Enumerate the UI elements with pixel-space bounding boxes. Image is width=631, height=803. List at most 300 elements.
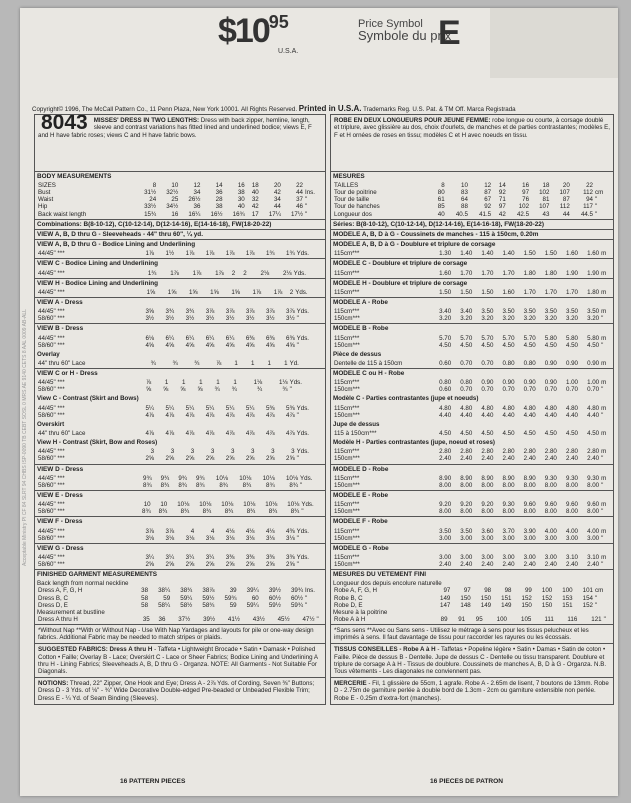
body-measurements-table [37,182,323,217]
cell-value: 2⅝ [286,560,295,568]
row-unit: " [595,196,598,204]
cell-value: 38¼ [158,587,171,595]
cell-value: 3.40 [439,308,452,316]
row-unit: " [601,386,604,394]
cell-value: 4⅞ [245,430,255,438]
price-main: $10 [218,12,269,50]
cell-value: 2.40 [439,560,452,568]
row-unit: Yds. [296,448,310,456]
row-unit: Yds. [296,334,310,342]
yardage-section-title: MODELE E - Robe [331,490,613,500]
cell-value: 30 [237,196,245,204]
cell-value: 15¾ [144,210,157,218]
row-label: 115cm*** [334,448,360,456]
yardage-section-title: VIEW A, B, D thru G - Bodice Lining and Underlining [35,239,325,249]
row-unit: Ins. [305,189,315,197]
finished-title-en: FINISHED GARMENT MEASUREMENTS [35,569,325,579]
cell-value: 1.70 [544,288,557,296]
cell-value: 2 [289,288,294,296]
cell-value: 4 [210,527,215,535]
cell-value: 14 [215,182,223,190]
cell-value: 4⅞ [225,430,235,438]
cell-value: 40 [437,210,445,218]
cell-value: 33½ [144,203,157,211]
table-row [37,595,323,602]
cell-value: 0.60 [439,359,452,367]
cell-value: 10⅛ [199,501,212,509]
cell-value: 4⅝ [185,341,195,349]
yardage-section-title: VIEW D - Dress [35,464,325,474]
cell-value: 42 [251,203,259,211]
cell-value: 1.70 [460,269,473,277]
cell-value: 2⅝ [225,455,235,463]
row-label: Robe D, E [334,601,363,609]
cell-value: 1.60 [565,250,578,258]
cell-value: 1⅞ [205,250,215,258]
cell-value: 0.70 [502,386,515,394]
cell-value: 4.50 [565,430,578,438]
cell-value: 4.50 [439,341,452,349]
cell-value: 20 [562,182,570,190]
row-unit: m [601,553,607,561]
row-label: 115cm*** [334,334,360,342]
row-unit: " [601,508,604,516]
price-symbol-fr: Symbole du prix [358,28,452,43]
table-row [37,189,323,196]
cell-value: 1 [181,379,186,387]
pattern-title-fr: ROBE EN DEUX LONGUEURS POUR JEUNE FEMME: [334,117,491,124]
cell-value: 3 [150,448,155,456]
table-row [37,405,323,412]
cell-value: 6¼ [205,334,215,342]
cell-value: 31½ [144,189,157,197]
table-row [333,595,611,602]
cell-value: 8¾ [246,508,256,516]
cell-value: 98 [504,587,512,595]
cell-value: 4.80 [439,404,452,412]
cell-value: 4.00 [544,527,557,535]
cell-value: 4.80 [481,404,494,412]
cell-value: 6⅜ [245,334,255,342]
cell-value: 94 [586,196,593,204]
cell-value: 8.00 [523,481,536,489]
cell-value: 3½ [225,315,235,323]
cell-value: 44 [296,189,303,197]
row-label: 44/45" *** [38,448,65,456]
yardage-table [333,250,611,257]
cell-value: 39¼ [246,587,259,595]
table-row [333,250,611,257]
cell-value: 4.50 [460,430,473,438]
cell-value: 8.00 [565,508,578,516]
cell-value: 1.90 [587,269,600,277]
cell-value: 40 [251,189,259,197]
mesures-table [333,182,611,217]
cell-value: 100 [496,615,507,623]
cell-value: 3⅞ [286,308,295,316]
cell-value: 1.50 [460,288,473,296]
cell-value: 2⅝ [205,455,215,463]
cell-value: 2⅝ [165,455,175,463]
cell-value: 8¾ [180,508,190,516]
cell-value: 9.30 [544,474,557,482]
price [218,12,299,55]
cell-value: 32½ [166,189,179,197]
cell-value: 91 [458,615,466,623]
cell-value: 3¼ [185,553,195,561]
cell-value: 87 [562,196,570,204]
table-row [333,616,611,623]
yardage-table [37,448,323,462]
cell-value: 2⅛ [282,269,292,277]
cell-value: 1.80 [544,269,557,277]
yardage-table [37,270,323,277]
row-label: 150cm*** [334,508,360,516]
cell-value: 2⅝ [185,560,195,568]
cell-value: 8.90 [460,474,473,482]
french-column [330,114,614,707]
row-unit: m [601,430,607,438]
cell-value: 9.60 [523,501,536,509]
cell-value: 10 [171,182,179,190]
cell-value: 20 [273,182,281,190]
cell-value: 4⅞ [205,411,215,419]
cell-value: 1.40 [502,250,515,258]
table-row [37,342,323,349]
cell-value: 3⅜ [225,553,235,561]
yardage-table [333,501,611,515]
cell-value: 46 [296,203,303,211]
cell-value: 6¼ [165,334,175,342]
cell-value: 121 [591,615,602,623]
cell-value: 3¼ [205,553,215,561]
table-row [37,250,323,257]
cell-value: 8¾ [195,481,205,489]
cell-value: 3⅛ [165,534,175,542]
cell-value: 151 [562,601,573,609]
cell-value: 47½ [302,615,315,623]
row-unit: " [296,560,299,568]
cell-value: 0.70 [544,386,557,394]
cell-value: 12 [193,182,201,190]
yardage-section-title: VIEW A - Dress [35,297,325,307]
row-unit: Ins. [305,587,315,595]
cell-value: 1.50 [439,288,452,296]
row-unit: Yds. [296,404,310,412]
yardage-table [333,430,611,437]
table-row [333,289,611,296]
cell-value: 45½ [277,615,290,623]
cell-value: 0.90 [587,359,600,367]
row-unit: " [595,594,598,602]
row-label: 150cm*** [334,341,360,349]
cell-value: 81 [542,196,550,204]
row-label: Tour de poitrine [334,189,377,197]
cell-value: 3.10 [565,553,578,561]
table-row [37,315,323,322]
row-unit: " [601,481,604,489]
table-row [37,379,323,386]
cell-value: 2⅝ [245,560,255,568]
fabrics-fr [331,643,613,677]
cell-value: 3.00 [587,534,600,542]
cell-value: 88 [461,203,468,211]
yardage-section-title: VIEW G - Dress [35,543,325,553]
cell-value: 5.80 [565,334,578,342]
cell-value: 8¾ [143,481,152,489]
cell-value: 8.00 [544,508,557,516]
cell-value: 9¾ [160,474,170,482]
finished-subtitle-en: Back length from normal neckline [37,580,129,588]
cell-value: 1 [284,359,288,367]
cell-value: 5⅜ [286,404,295,412]
combinations-en: Combinations: B(8-10-12), C(10-12-14), D(12-14-16), E(14-16-18), FW(18-20-22) [35,219,325,229]
cell-value: 4.40 [544,411,557,419]
fabrics-body-fr: - Taffetas • Popeline légère • Satin • Damas • Satin de coton • Faille. Pièce de dessus B - Dentelle. Jupe de dessus C - Dentelle ou tissu transparent. Doublure et triplure de corsage A à H - Tissus de doublure. Coussinets de manches A, B, D à G - Organza. N.B. Tous vêtements - Les diagonales ne conviennent pas. [334,646,607,676]
cell-value: 64 [461,196,468,204]
yardage-section-title: View H - Contrast (Skirt, Bow and Roses) [37,439,158,447]
cell-value: 59¼ [246,601,259,609]
cell-value: 2.40 [502,560,515,568]
cell-value: 37 [296,196,303,204]
cell-value: 1¾ [286,250,295,258]
table-row [333,412,611,419]
cell-value: 9.60 [544,501,557,509]
yardage-table [333,448,611,462]
cell-value: 8.00 [523,508,536,516]
cell-value: 102 [518,203,530,211]
table-row [37,196,323,203]
cell-value: 2⅝ [145,560,155,568]
cell-value: 38 [215,203,223,211]
row-label: 58/60" *** [38,315,65,323]
cell-value: 0.70 [587,386,600,394]
table-row [333,535,611,542]
cell-value: 8.00 [587,508,600,516]
row-unit: " [296,455,299,463]
cell-value: 2.80 [587,448,600,456]
yardage-section-title: MODELE C ou H - Robe [331,368,613,378]
row-unit: m [601,359,607,367]
cell-value: 8.00 [544,481,557,489]
cell-value: 3 [230,448,235,456]
row-label: 44/45" *** [38,250,65,258]
cell-value: 4⅞ [265,430,275,438]
cell-value: 59 [163,594,171,602]
cell-value: 3.50 [439,527,452,535]
cell-value: 2 [243,269,247,277]
table-row [333,386,611,393]
cell-value: 8.00 [502,508,515,516]
yardage-section-title: MODELE B - Robe [331,323,613,333]
cell-value: 39½ [203,615,216,623]
cell-value: 16 [237,182,245,190]
cell-value: 1.00 [587,379,600,387]
cell-value: 9.20 [439,501,452,509]
row-unit: m [601,379,607,387]
row-label: 44/45" *** [38,379,65,387]
cell-value: ⅝ [180,386,186,394]
cell-value: 1.60 [502,288,515,296]
cell-value: 1 [216,379,220,387]
cell-value: 9¾ [178,474,187,482]
cell-value: 14 [498,182,506,190]
cell-value: 2.40 [523,560,536,568]
cell-value: 101 [582,587,593,595]
cell-value: 1⅛ [278,379,288,387]
cell-value: 18 [251,182,259,190]
yardage-section-title: MODELE F - Robe [331,516,613,526]
cell-value: 3.50 [587,308,600,316]
cell-value: 80 [437,189,445,197]
cell-value: 1⅞ [170,269,179,277]
yardage-table [333,554,611,568]
cell-value: 4.50 [502,430,515,438]
cell-value: 3.70 [502,527,515,535]
cell-value: 38 [237,189,245,197]
cell-value: 8.00 [439,481,452,489]
label-strip [490,8,618,78]
cell-value: 1.80 [523,269,536,277]
cell-value: 92 [498,189,506,197]
cell-value: 2.40 [460,560,473,568]
combinations-fr: Séries: B(8-10-12), C(10-12-14), D(12-14-16), E(14-16-18), FW(18-20-22) [331,219,613,229]
finished-table2-en [37,616,323,623]
row-unit: " [305,601,308,609]
row-label: 58/60" *** [38,481,65,489]
cell-value: 1.30 [439,250,452,258]
cell-value: 58¾ [202,601,215,609]
table-row [37,501,323,508]
cell-value: 10⅛ [287,501,300,509]
row-label: 58/60" *** [38,508,65,516]
cell-value: 3⅛ [225,534,235,542]
table-row [37,203,323,210]
cell-value: 3½ [165,315,175,323]
cell-value: 1¾ [147,269,157,277]
table-row [37,528,323,535]
cell-value: 9¾ [143,474,152,482]
cell-value: 97 [463,587,471,595]
cell-value: 3⅛ [145,534,155,542]
cell-value: 6¼ [225,334,235,342]
row-unit: Yd. [289,359,299,367]
row-label: 115cm*** [334,308,360,316]
cell-value: 107 [539,203,550,211]
cell-value: 2.40 [544,560,557,568]
yardage-table [37,554,323,568]
cell-value: 9.30 [502,501,515,509]
yardage-section-title: View C - Contrast (Skirt and Bows) [37,395,139,403]
cell-value: 8.00 [481,481,494,489]
cell-value: 2.40 [587,560,600,568]
cell-value: 3½ [286,315,295,323]
cell-value: 3¾ [185,308,195,316]
cell-value: 152 [541,594,553,602]
cell-value: 3⅛ [265,534,275,542]
row-unit: cm [595,587,604,595]
cell-value: 42.5 [516,210,530,218]
row-label: 115cm*** [334,553,360,561]
cell-value: 58 [141,601,149,609]
row-label: 150cm*** [334,315,360,323]
cell-value: 4.50 [481,430,494,438]
cell-value: 8¾ [219,481,228,489]
yardage-table [37,360,323,367]
cell-value: 3.20 [523,315,536,323]
cell-value: 4.40 [460,411,473,419]
cell-value: 1.60 [439,269,452,277]
row-unit: m [601,501,607,509]
cell-value: 4⅝ [145,341,155,349]
cell-value: 3¾ [165,308,175,316]
cell-value: 4.80 [460,404,473,412]
cell-value: 10⅛ [262,474,275,482]
table-row [37,308,323,315]
cell-value: 58½ [180,601,193,609]
cell-value: 4.40 [481,411,494,419]
cell-value: 5¼ [145,404,155,412]
nap-note-en: *Without Nap **With or Without Nap - Use With Nap Yardages and layouts for pile or one-way design fabrics. Additional Fabric may be needed to match stripes or plaids. [35,624,325,643]
cell-value: 2.80 [481,448,494,456]
cell-value: 4.00 [587,527,600,535]
cell-value: 3.00 [481,553,494,561]
row-label: Tour de hanches [334,203,380,211]
row-label: 150cm*** [334,481,360,489]
cell-value: 112 [583,189,593,197]
cell-value: 1⅞ [273,288,283,296]
cell-value: 1⅛ [253,379,263,387]
cell-value: 4⅞ [265,411,275,419]
cell-value: 8.00 [502,481,515,489]
cell-value: 3.00 [439,534,452,542]
cell-value: 150 [541,601,553,609]
table-row [37,211,323,218]
cell-value: 8.90 [481,474,494,482]
row-label: TAILLES [334,182,359,190]
cell-value: 1.70 [523,288,536,296]
yardage-table [333,308,611,322]
cell-value: 0.80 [502,359,515,367]
cell-value: 60½ [290,594,303,602]
cell-value: 3 [271,448,275,456]
row-unit: " [305,210,308,218]
cell-value: 2.40 [481,560,494,568]
cell-value: 1.70 [502,269,515,277]
cell-value: 4.50 [481,341,494,349]
cell-value: 3¼ [165,553,175,561]
cell-value: 3.00 [460,553,473,561]
row-label: 44/45" *** [38,269,65,277]
cell-value: 4⅝ [165,341,175,349]
cell-value: 1.00 [565,379,578,387]
price-symbol-en: Price Symbol [358,18,423,30]
cell-value: ⅝ [197,386,203,394]
cell-value: 4.50 [544,430,557,438]
cell-value: 8¾ [178,481,187,489]
row-unit: " [601,315,604,323]
row-label: 58/60" *** [38,455,65,463]
cell-value: 1.40 [460,250,473,258]
cell-value: 8.90 [502,474,515,482]
row-unit [304,182,323,189]
cell-value: 26½ [188,196,201,204]
cell-value: 1.50 [544,250,557,258]
cell-value: 87 [484,189,492,197]
cell-value: 1⅞ [145,250,155,258]
cell-value: 149 [480,601,492,609]
cell-value: 9.20 [460,501,473,509]
